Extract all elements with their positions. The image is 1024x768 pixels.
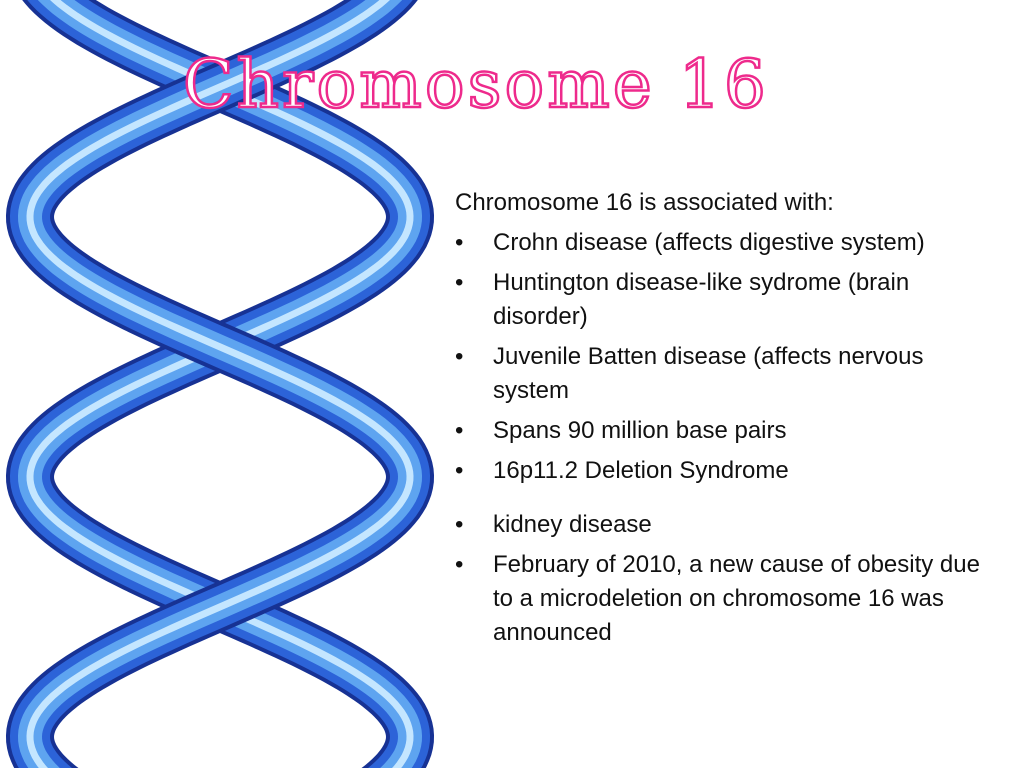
bullet-dot: • — [455, 229, 464, 256]
bullet-item — [455, 548, 1000, 650]
bullet-item — [455, 414, 1000, 448]
bullet-list — [455, 226, 1000, 650]
bullet-item — [455, 340, 1000, 408]
bullet-text: 16p11.2 Deletion Syndrome — [493, 457, 789, 484]
bullet-text: Juvenile Batten disease (affects nervous system — [493, 343, 924, 404]
bullet-text: February of 2010, a new cause of obesity due to a microdeletion on chromosome 16 was announced — [493, 551, 980, 646]
bullet-dot: • — [455, 343, 464, 370]
bullet-text: Spans 90 million base pairs — [493, 417, 787, 444]
bullet-item — [455, 226, 1000, 260]
bullet-item — [455, 454, 1000, 488]
bullet-text: kidney disease — [493, 511, 652, 538]
bullet-item — [455, 508, 1000, 542]
bullet-dot: • — [455, 511, 464, 538]
intro-text: Chromosome 16 is associated with: — [455, 189, 834, 216]
slide-title: Chromosome 16 — [183, 46, 769, 123]
bullet-item — [455, 266, 1000, 334]
bullet-dot: • — [455, 417, 464, 444]
bullet-text: Crohn disease (affects digestive system) — [493, 229, 925, 256]
bullet-dot: • — [455, 269, 464, 296]
bullet-dot: • — [455, 551, 464, 578]
bullet-text: Huntington disease-like sydrome (brain disorder) — [493, 269, 910, 330]
bullet-dot: • — [455, 457, 464, 484]
slide-body — [455, 186, 1000, 656]
